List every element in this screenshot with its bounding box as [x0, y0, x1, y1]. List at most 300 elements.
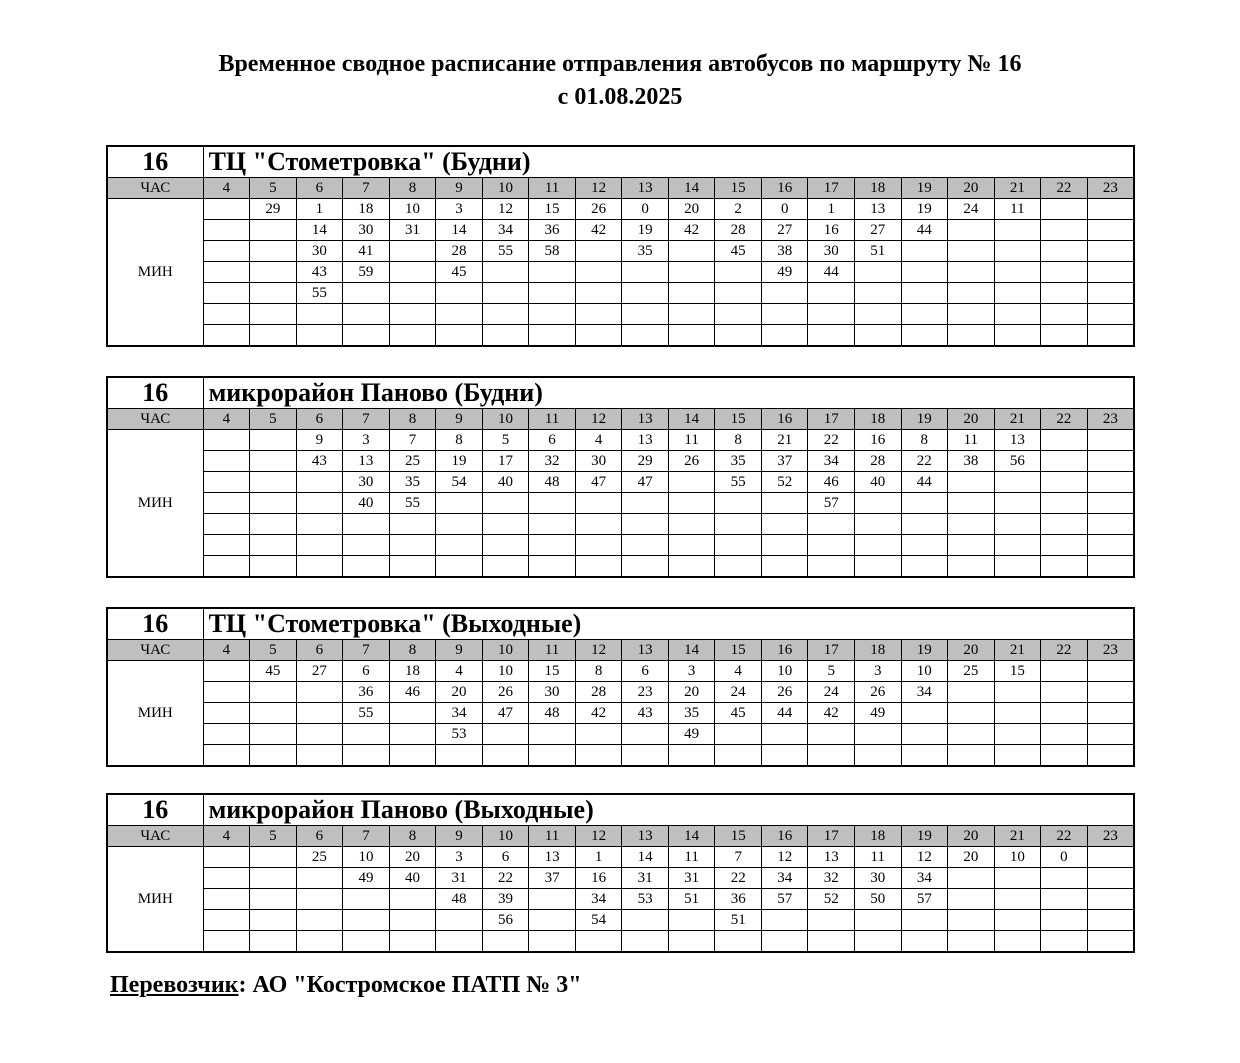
minute-cell: [343, 931, 390, 953]
minute-cell: [250, 262, 297, 283]
minute-cell: [343, 910, 390, 931]
minute-cell: 6: [529, 430, 576, 451]
minute-cell: [715, 724, 762, 745]
minute-cell: [761, 556, 808, 578]
minute-cell: [668, 304, 715, 325]
minute-cell: [250, 556, 297, 578]
minute-cell: [1041, 910, 1088, 931]
minute-cell: 28: [715, 220, 762, 241]
hour-label: ЧАС: [107, 640, 203, 661]
hour-cell: 19: [901, 409, 948, 430]
minute-cell: [622, 514, 669, 535]
minute-cell: 56: [482, 910, 529, 931]
minute-cell: [622, 325, 669, 347]
minute-cell: [296, 325, 343, 347]
minute-cell: 22: [482, 868, 529, 889]
minute-cell: [203, 472, 250, 493]
minute-cell: [1041, 682, 1088, 703]
minute-cell: [1041, 703, 1088, 724]
minute-cell: 13: [622, 430, 669, 451]
hour-cell: 12: [575, 826, 622, 847]
minute-cell: 39: [482, 889, 529, 910]
minute-cell: [622, 283, 669, 304]
minute-cell: 29: [250, 199, 297, 220]
minute-cell: 30: [575, 451, 622, 472]
minute-cell: 51: [668, 889, 715, 910]
minute-cell: [529, 556, 576, 578]
minute-cell: [529, 724, 576, 745]
minute-cell: 49: [343, 868, 390, 889]
minute-cell: 12: [482, 199, 529, 220]
minute-cell: [296, 493, 343, 514]
minute-cell: [1041, 724, 1088, 745]
minute-cell: 3: [436, 847, 483, 868]
route-number: 16: [107, 377, 203, 409]
minute-cell: [296, 931, 343, 953]
minute-cell: [994, 931, 1041, 953]
minute-cell: [1041, 430, 1088, 451]
minute-cell: [1041, 661, 1088, 682]
minutes-row: [107, 220, 1134, 241]
minute-cell: [436, 535, 483, 556]
minute-cell: 1: [808, 199, 855, 220]
minute-cell: 1: [575, 847, 622, 868]
minute-cell: [529, 931, 576, 953]
minute-cell: [343, 889, 390, 910]
hour-cell: 8: [389, 178, 436, 199]
minutes-row: [107, 430, 1134, 451]
hour-cell: 9: [436, 409, 483, 430]
hour-cell: 22: [1041, 826, 1088, 847]
minute-cell: 10: [343, 847, 390, 868]
minute-cell: 49: [668, 724, 715, 745]
minute-cell: [622, 745, 669, 767]
minute-cell: [389, 514, 436, 535]
minute-cell: 12: [901, 847, 948, 868]
minute-cell: [203, 868, 250, 889]
minute-cell: [203, 199, 250, 220]
hour-cell: 15: [715, 640, 762, 661]
minute-cell: [1087, 682, 1134, 703]
minute-cell: [1087, 535, 1134, 556]
minute-cell: [1041, 325, 1088, 347]
minute-cell: [1087, 241, 1134, 262]
minute-cell: [948, 868, 995, 889]
hour-cell: 20: [948, 409, 995, 430]
minute-cell: [715, 556, 762, 578]
minute-cell: [203, 910, 250, 931]
minute-cell: [901, 556, 948, 578]
minute-cell: [1041, 472, 1088, 493]
minute-cell: [250, 430, 297, 451]
minute-cell: [855, 325, 902, 347]
minute-cell: [808, 535, 855, 556]
minute-cell: [250, 910, 297, 931]
minute-cell: [1087, 472, 1134, 493]
hour-cell: 13: [622, 826, 669, 847]
minute-cell: 19: [436, 451, 483, 472]
hour-cell: 16: [761, 409, 808, 430]
minute-cell: 44: [901, 220, 948, 241]
hour-cell: 10: [482, 409, 529, 430]
minutes-label: МИН: [107, 661, 203, 767]
minute-cell: 0: [622, 199, 669, 220]
hour-cell: 13: [622, 640, 669, 661]
minute-cell: [250, 514, 297, 535]
minute-cell: [296, 868, 343, 889]
minute-cell: 20: [436, 682, 483, 703]
minute-cell: [482, 262, 529, 283]
minutes-row: [107, 514, 1134, 535]
minute-cell: [808, 745, 855, 767]
minute-cell: 20: [668, 199, 715, 220]
minute-cell: 45: [250, 661, 297, 682]
minute-cell: [1087, 451, 1134, 472]
minute-cell: [761, 514, 808, 535]
minute-cell: [994, 703, 1041, 724]
minute-cell: [575, 493, 622, 514]
minute-cell: [1041, 199, 1088, 220]
minute-cell: 18: [343, 199, 390, 220]
minutes-row: [107, 199, 1134, 220]
minute-cell: 6: [343, 661, 390, 682]
minute-cell: [948, 304, 995, 325]
minute-cell: 34: [761, 868, 808, 889]
minute-cell: 31: [436, 868, 483, 889]
minute-cell: 34: [575, 889, 622, 910]
hour-cell: 23: [1087, 640, 1134, 661]
minute-cell: [389, 283, 436, 304]
minute-cell: [948, 262, 995, 283]
minute-cell: 15: [994, 661, 1041, 682]
route-number: 16: [107, 146, 203, 178]
hour-cell: 8: [389, 826, 436, 847]
minutes-row: [107, 745, 1134, 767]
hour-cell: 8: [389, 640, 436, 661]
hour-cell: 23: [1087, 826, 1134, 847]
minute-cell: 26: [761, 682, 808, 703]
minute-cell: 7: [389, 430, 436, 451]
minute-cell: 40: [343, 493, 390, 514]
minute-cell: [482, 724, 529, 745]
minute-cell: 30: [808, 241, 855, 262]
minute-cell: 3: [436, 199, 483, 220]
minute-cell: [994, 556, 1041, 578]
hour-cell: 15: [715, 409, 762, 430]
minute-cell: 34: [436, 703, 483, 724]
minutes-row: [107, 847, 1134, 868]
minute-cell: [1041, 931, 1088, 953]
minute-cell: [761, 304, 808, 325]
minute-cell: [296, 304, 343, 325]
minute-cell: [808, 514, 855, 535]
minute-cell: 45: [715, 241, 762, 262]
minute-cell: 36: [343, 682, 390, 703]
hour-cell: 21: [994, 826, 1041, 847]
minute-cell: [529, 745, 576, 767]
minute-cell: [529, 889, 576, 910]
minute-cell: 42: [808, 703, 855, 724]
minute-cell: 47: [622, 472, 669, 493]
minute-cell: 26: [482, 682, 529, 703]
minute-cell: [855, 304, 902, 325]
minute-cell: [761, 931, 808, 953]
minute-cell: 32: [808, 868, 855, 889]
hour-cell: 18: [855, 409, 902, 430]
minute-cell: 57: [761, 889, 808, 910]
minute-cell: [1087, 931, 1134, 953]
hour-cell: 15: [715, 826, 762, 847]
minutes-row: [107, 931, 1134, 953]
minutes-row: [107, 304, 1134, 325]
minute-cell: 53: [622, 889, 669, 910]
minute-cell: [901, 703, 948, 724]
minutes-row: [107, 910, 1134, 931]
minute-cell: [1087, 889, 1134, 910]
minute-cell: 44: [761, 703, 808, 724]
minute-cell: [1087, 745, 1134, 767]
minute-cell: [203, 430, 250, 451]
minute-cell: [948, 514, 995, 535]
minute-cell: [529, 514, 576, 535]
minute-cell: 44: [808, 262, 855, 283]
minute-cell: [668, 472, 715, 493]
hour-cell: 6: [296, 178, 343, 199]
hour-label: ЧАС: [107, 826, 203, 847]
minute-cell: [761, 283, 808, 304]
minute-cell: [901, 283, 948, 304]
hour-cell: 11: [529, 409, 576, 430]
hour-cell: 12: [575, 640, 622, 661]
minute-cell: [761, 745, 808, 767]
minute-cell: 35: [389, 472, 436, 493]
minute-cell: [1087, 514, 1134, 535]
minute-cell: [948, 889, 995, 910]
minute-cell: 37: [761, 451, 808, 472]
hour-cell: 6: [296, 409, 343, 430]
minute-cell: 28: [855, 451, 902, 472]
minute-cell: 11: [668, 847, 715, 868]
hour-cell: 4: [203, 178, 250, 199]
minute-cell: [948, 724, 995, 745]
minute-cell: 0: [1041, 847, 1088, 868]
minute-cell: [203, 745, 250, 767]
minute-cell: 8: [715, 430, 762, 451]
minute-cell: [668, 262, 715, 283]
minute-cell: 48: [529, 703, 576, 724]
minute-cell: [389, 304, 436, 325]
minute-cell: 16: [855, 430, 902, 451]
minute-cell: [203, 283, 250, 304]
minute-cell: [389, 889, 436, 910]
hour-cell: 11: [529, 826, 576, 847]
minute-cell: [203, 220, 250, 241]
minute-cell: [948, 556, 995, 578]
minute-cell: [203, 847, 250, 868]
minute-cell: [901, 931, 948, 953]
minute-cell: 43: [296, 262, 343, 283]
minute-cell: [389, 535, 436, 556]
minute-cell: [901, 325, 948, 347]
hour-cell: 7: [343, 826, 390, 847]
minute-cell: 14: [436, 220, 483, 241]
minute-cell: [994, 724, 1041, 745]
minute-cell: [296, 556, 343, 578]
minute-cell: [529, 283, 576, 304]
minute-cell: [1087, 661, 1134, 682]
minute-cell: 55: [715, 472, 762, 493]
hour-cell: 5: [250, 640, 297, 661]
minute-cell: 52: [761, 472, 808, 493]
minute-cell: [343, 283, 390, 304]
minute-cell: [203, 325, 250, 347]
minute-cell: 26: [668, 451, 715, 472]
minute-cell: 18: [389, 661, 436, 682]
minute-cell: 32: [529, 451, 576, 472]
hour-cell: 19: [901, 826, 948, 847]
minute-cell: [1041, 745, 1088, 767]
minute-cell: 20: [668, 682, 715, 703]
minute-cell: [994, 283, 1041, 304]
minute-cell: 6: [622, 661, 669, 682]
minute-cell: [575, 556, 622, 578]
hour-cell: 17: [808, 826, 855, 847]
minute-cell: [436, 283, 483, 304]
minute-cell: [622, 535, 669, 556]
hour-cell: 15: [715, 178, 762, 199]
minute-cell: 10: [482, 661, 529, 682]
minute-cell: [668, 241, 715, 262]
minute-cell: [761, 325, 808, 347]
minute-cell: [1087, 556, 1134, 578]
minute-cell: [296, 745, 343, 767]
minute-cell: [855, 931, 902, 953]
minute-cell: [343, 745, 390, 767]
minute-cell: [994, 514, 1041, 535]
minute-cell: [436, 556, 483, 578]
minute-cell: [203, 493, 250, 514]
minute-cell: [1087, 304, 1134, 325]
minute-cell: [296, 682, 343, 703]
minute-cell: [482, 325, 529, 347]
minute-cell: 11: [994, 199, 1041, 220]
minute-cell: 16: [808, 220, 855, 241]
minute-cell: 45: [436, 262, 483, 283]
minute-cell: [855, 535, 902, 556]
minute-cell: [622, 493, 669, 514]
minute-cell: 30: [529, 682, 576, 703]
minute-cell: 47: [575, 472, 622, 493]
minute-cell: [622, 304, 669, 325]
minute-cell: [482, 514, 529, 535]
minute-cell: [1041, 220, 1088, 241]
minute-cell: 25: [389, 451, 436, 472]
minute-cell: [250, 931, 297, 953]
minute-cell: 0: [761, 199, 808, 220]
hour-cell: 10: [482, 826, 529, 847]
minute-cell: 51: [715, 910, 762, 931]
minute-cell: 2: [715, 199, 762, 220]
minute-cell: [948, 931, 995, 953]
hour-cell: 21: [994, 409, 1041, 430]
minute-cell: 49: [761, 262, 808, 283]
minute-cell: [343, 514, 390, 535]
minute-cell: [343, 325, 390, 347]
minute-cell: [622, 910, 669, 931]
minute-cell: [622, 262, 669, 283]
minute-cell: [575, 535, 622, 556]
minute-cell: [1087, 703, 1134, 724]
hour-cell: 18: [855, 640, 902, 661]
hour-cell: 14: [668, 640, 715, 661]
hour-cell: 6: [296, 640, 343, 661]
minute-cell: 3: [343, 430, 390, 451]
minute-cell: [529, 535, 576, 556]
hour-label: ЧАС: [107, 409, 203, 430]
minute-cell: 44: [901, 472, 948, 493]
minute-cell: 35: [622, 241, 669, 262]
minute-cell: [575, 304, 622, 325]
minute-cell: [250, 325, 297, 347]
minute-cell: [901, 241, 948, 262]
minute-cell: 31: [622, 868, 669, 889]
minutes-row: [107, 682, 1134, 703]
minute-cell: [482, 535, 529, 556]
minutes-row: [107, 325, 1134, 347]
minute-cell: [296, 472, 343, 493]
hour-cell: 10: [482, 178, 529, 199]
hour-cell: 10: [482, 640, 529, 661]
minute-cell: [482, 283, 529, 304]
hour-cell: 7: [343, 640, 390, 661]
minute-cell: [482, 931, 529, 953]
hour-cell: 4: [203, 826, 250, 847]
minute-cell: [203, 724, 250, 745]
minute-cell: [808, 283, 855, 304]
hour-cell: 7: [343, 178, 390, 199]
minute-cell: [994, 682, 1041, 703]
minute-cell: 17: [482, 451, 529, 472]
minute-cell: [948, 472, 995, 493]
minute-cell: 27: [855, 220, 902, 241]
minute-cell: [203, 661, 250, 682]
minute-cell: 14: [296, 220, 343, 241]
minute-cell: 13: [994, 430, 1041, 451]
minute-cell: 3: [855, 661, 902, 682]
minute-cell: [250, 241, 297, 262]
minute-cell: [622, 724, 669, 745]
minute-cell: [808, 325, 855, 347]
minute-cell: [203, 304, 250, 325]
minute-cell: [1041, 889, 1088, 910]
minute-cell: 55: [343, 703, 390, 724]
minute-cell: [250, 868, 297, 889]
minute-cell: [482, 745, 529, 767]
minute-cell: [389, 556, 436, 578]
stop-name: микрорайон Паново (Выходные): [203, 794, 1134, 826]
minute-cell: 11: [855, 847, 902, 868]
minute-cell: [575, 283, 622, 304]
minute-cell: [436, 493, 483, 514]
minute-cell: [575, 241, 622, 262]
minute-cell: 37: [529, 868, 576, 889]
hour-label: ЧАС: [107, 178, 203, 199]
minute-cell: [994, 868, 1041, 889]
minute-cell: [1087, 847, 1134, 868]
minute-cell: [808, 910, 855, 931]
minute-cell: [575, 514, 622, 535]
minute-cell: [761, 910, 808, 931]
